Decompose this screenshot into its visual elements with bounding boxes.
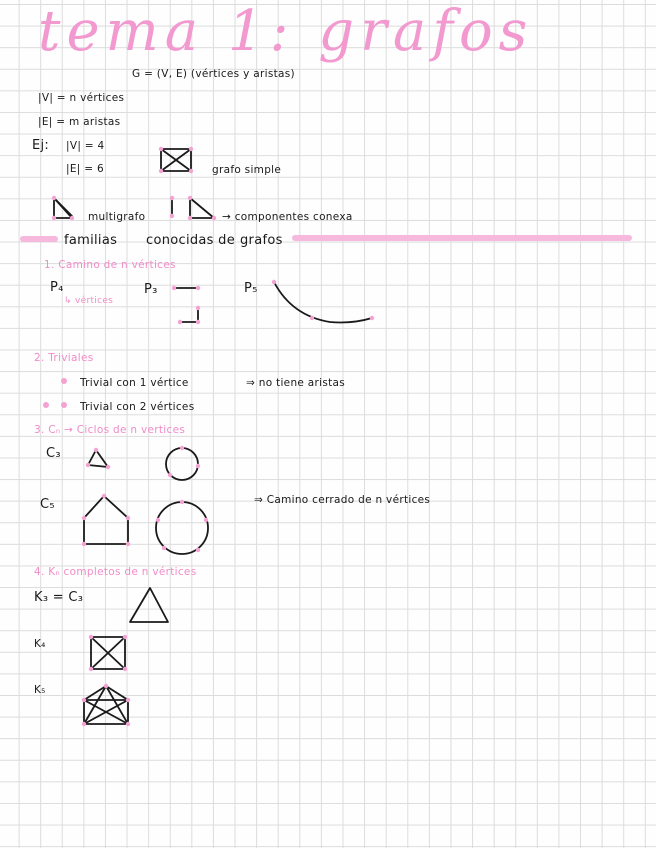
cycle-c3-triangle bbox=[86, 448, 112, 470]
trivial-item-1: Trivial con 1 vértice bbox=[80, 377, 189, 389]
example-edges: |E| = 6 bbox=[66, 163, 104, 175]
families-word-2: conocidas de bbox=[146, 233, 236, 248]
cycle-note: ⇒ Camino cerrado de n vértices bbox=[254, 494, 431, 506]
section-complete-heading: 4. Kₙ completos de n vértices bbox=[34, 566, 197, 578]
example-label: Ej: bbox=[32, 138, 50, 153]
path-p3-label: P₃ bbox=[144, 282, 158, 297]
multigraph-drawing bbox=[52, 196, 76, 222]
trivial-item-1-note: ⇒ no tiene aristas bbox=[246, 377, 346, 389]
highlight-left bbox=[20, 236, 58, 242]
path-p4-note: ↳ vértices bbox=[64, 296, 114, 306]
example-vertices: |V| = 4 bbox=[66, 140, 105, 152]
multigraph-label: multigrafo bbox=[88, 211, 146, 223]
cycle-c5-pentagon bbox=[80, 494, 136, 548]
simple-graph-label: grafo simple bbox=[212, 164, 282, 176]
cycle-c5-circle bbox=[154, 500, 212, 560]
trivial-item-2: Trivial con 2 vértices bbox=[80, 401, 195, 413]
section-trivial-heading: 2. Triviales bbox=[34, 352, 94, 364]
path-p5-label: P₅ bbox=[244, 281, 258, 296]
section-cycles-heading: 3. Cₙ → Ciclos de n vertices bbox=[34, 424, 186, 436]
path-p3-drawing bbox=[172, 284, 202, 328]
components-label: → componentes conexa bbox=[222, 211, 353, 223]
complete-k5-drawing bbox=[80, 684, 134, 728]
complete-k3-label: K₃ = C₃ bbox=[34, 590, 84, 605]
families-word-1: familias bbox=[64, 233, 118, 248]
section-paths-heading: 1. Camino de n vértices bbox=[44, 259, 176, 271]
simple-graph-drawing bbox=[160, 148, 192, 174]
trivial-2-dots bbox=[42, 401, 70, 409]
path-p4-label: P₄ bbox=[50, 280, 64, 295]
complete-k4-drawing bbox=[88, 634, 128, 672]
trivial-1-dot bbox=[60, 377, 68, 385]
cycle-c5-label: C₅ bbox=[40, 497, 55, 512]
complete-k5-label: K₅ bbox=[34, 684, 46, 696]
cycle-c3-label: C₃ bbox=[46, 446, 61, 461]
complete-k4-label: K₄ bbox=[34, 638, 46, 650]
path-p5-drawing bbox=[272, 280, 376, 328]
vertex-count-line: |V| = n vértices bbox=[38, 92, 125, 104]
edge-count-line: |E| = m aristas bbox=[38, 116, 121, 128]
page-title: tema 1: grafos bbox=[38, 0, 534, 64]
cycle-c3-circle bbox=[164, 444, 204, 484]
complete-k3-drawing bbox=[128, 586, 172, 626]
families-word-3: grafos bbox=[240, 233, 283, 248]
graph-definition: G = (V, E) (vértices y aristas) bbox=[132, 68, 295, 80]
highlight-right bbox=[292, 235, 632, 241]
components-drawing bbox=[168, 196, 220, 222]
